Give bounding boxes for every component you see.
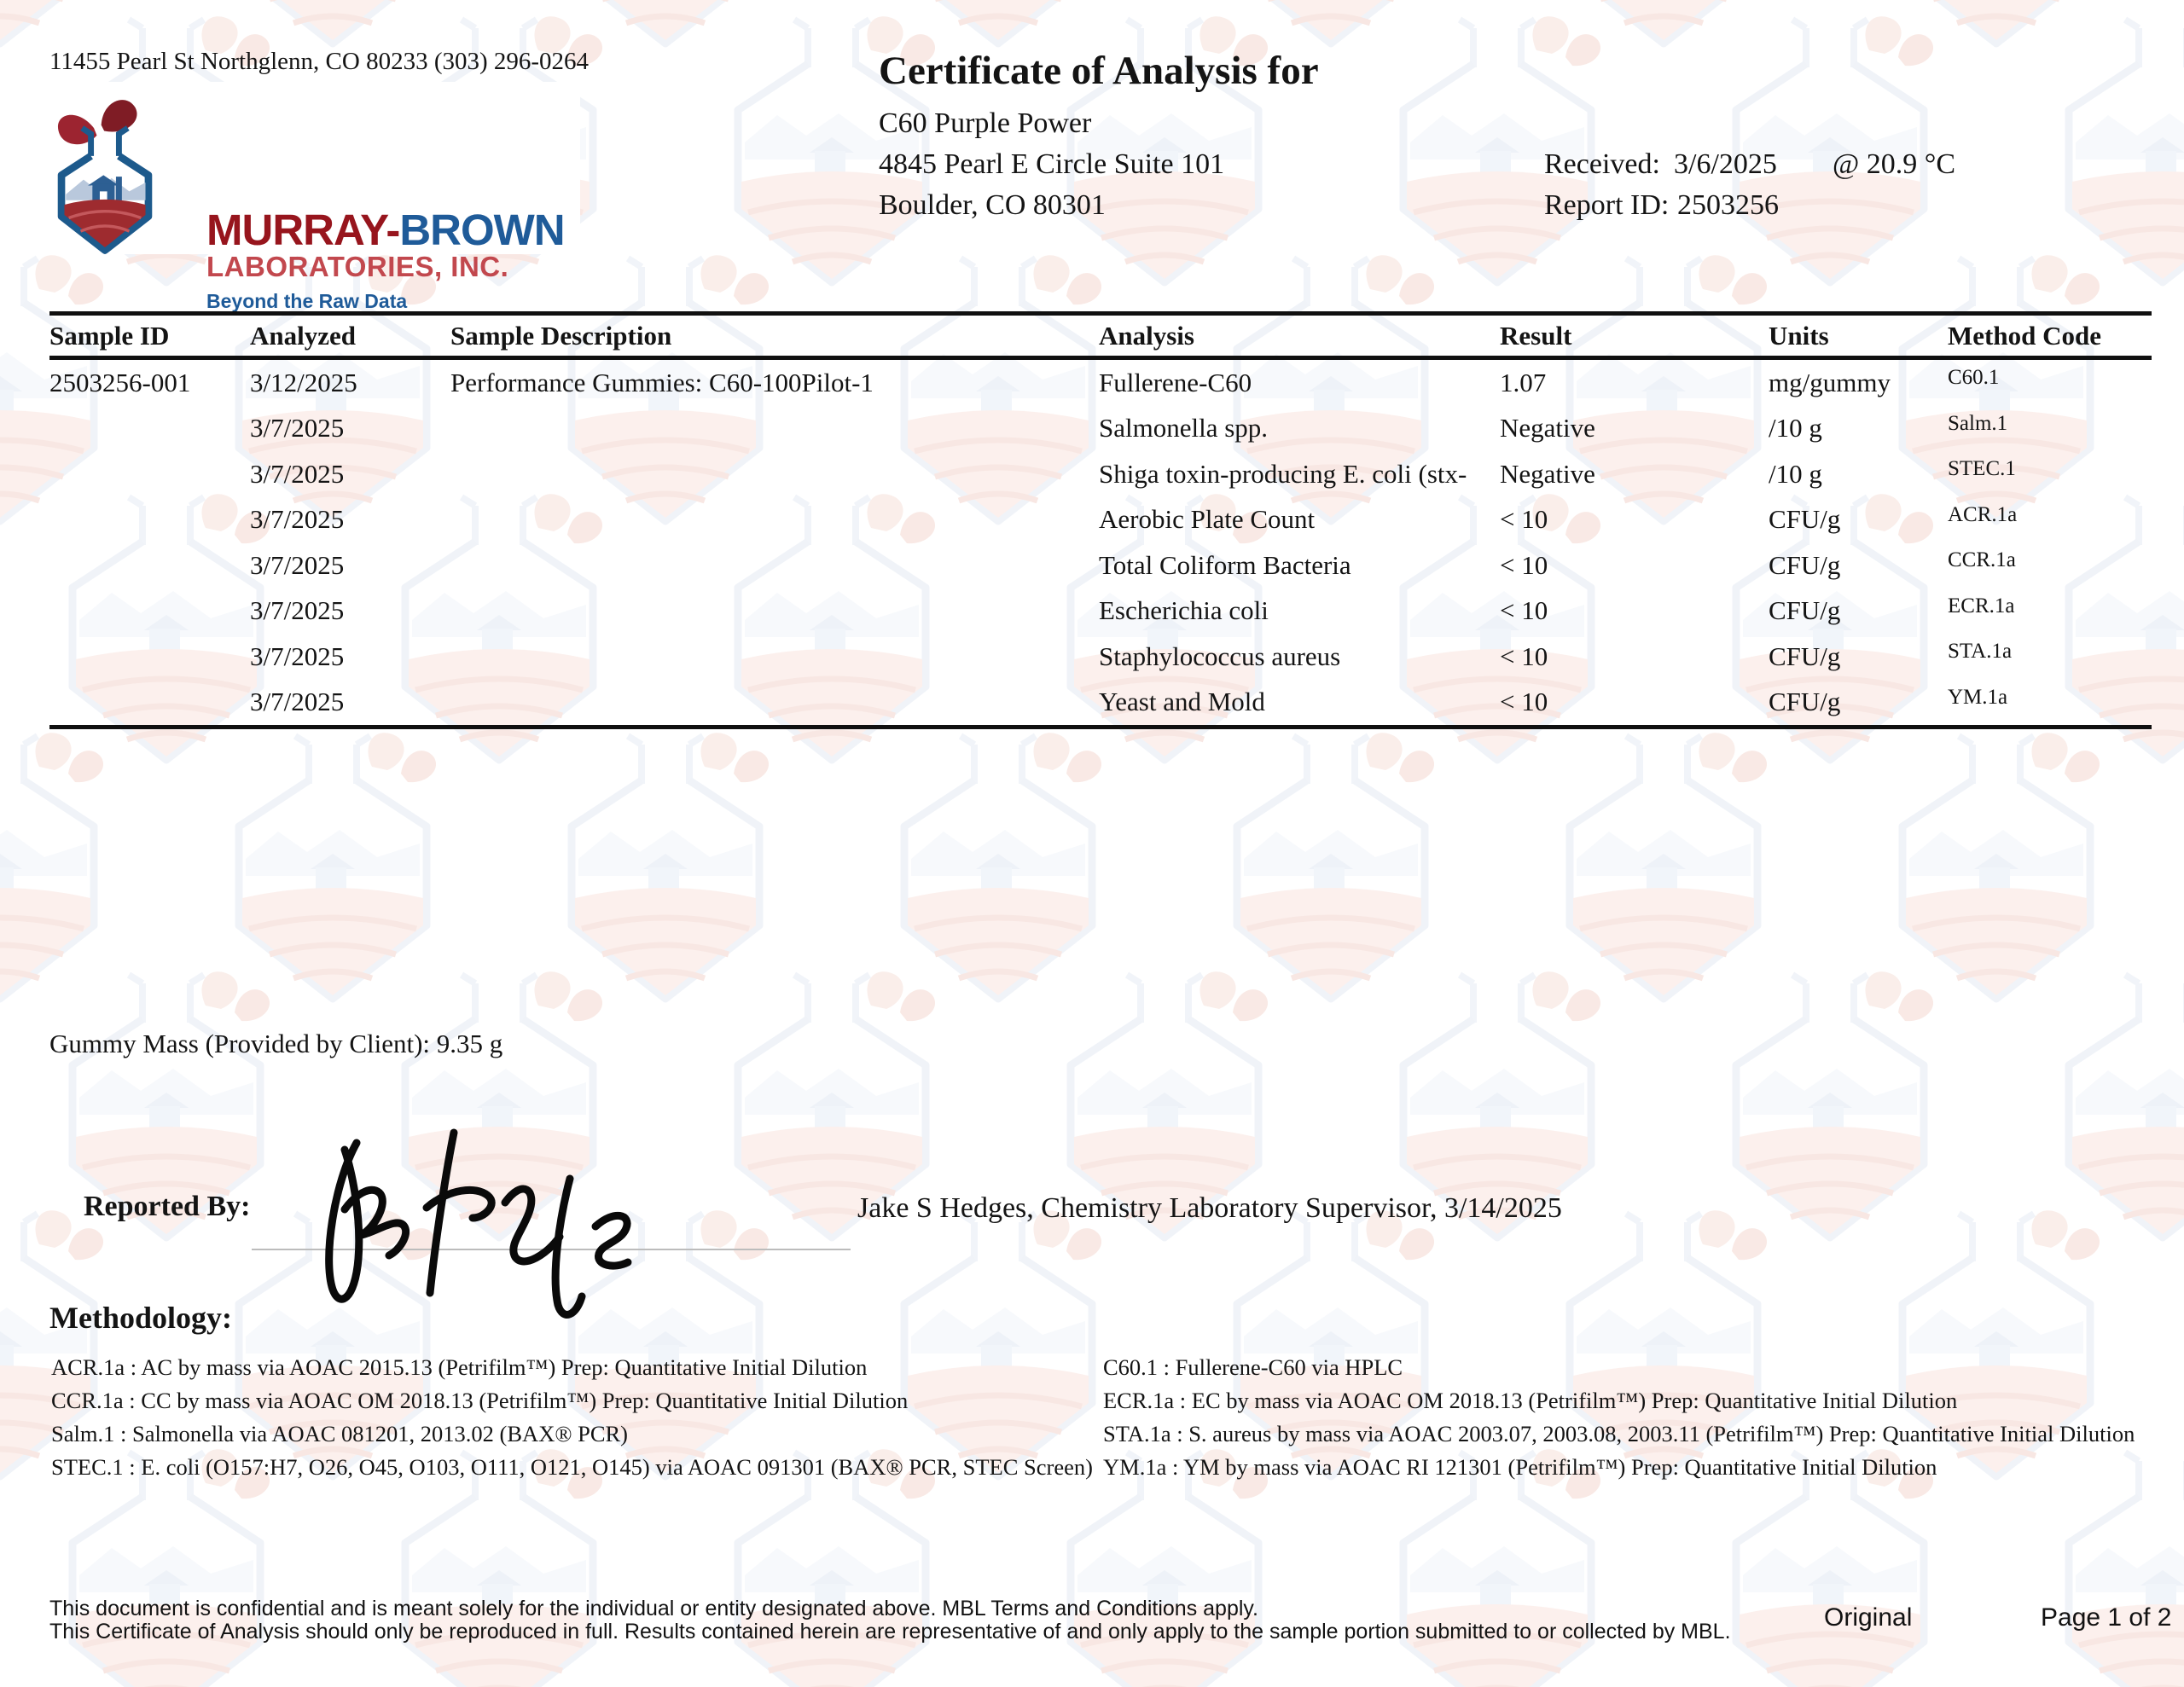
cell-analysis: Salmonella spp. [1099, 413, 1269, 443]
table-row [49, 542, 2152, 588]
cell-units: CFU/g [1769, 687, 1841, 717]
cell-units: /10 g [1769, 458, 1822, 489]
cell-units: CFU/g [1769, 549, 1841, 580]
cell-result: < 10 [1500, 549, 1548, 580]
methodology-item: YM.1a : YM by mass via AOAC RI 121301 (Petrifilm™) Prep: Quantitative Initial Dilution [1103, 1454, 1937, 1480]
cell-analyzed: 3/12/2025 [250, 367, 357, 397]
received-label: Received: [1544, 148, 1660, 180]
reported-by-label: Reported By: [84, 1191, 251, 1222]
methodology-title: Methodology: [49, 1301, 232, 1335]
cell-method-code: STEC.1 [1948, 457, 2016, 480]
confidentiality-note-line1: This document is confidential and is meant solely for the individual or entity designated above. MBL Terms and Conditions apply. [49, 1597, 1258, 1620]
lab-logo-name [206, 208, 565, 252]
table-row [49, 634, 2152, 680]
header-analyzed: Analyzed [250, 320, 356, 351]
table-row [49, 497, 2152, 543]
cell-analyzed: 3/7/2025 [250, 549, 345, 580]
cell-analysis: Fullerene-C60 [1099, 367, 1252, 397]
cell-result: < 10 [1500, 687, 1548, 717]
cell-analyzed: 3/7/2025 [250, 687, 345, 717]
table-row [49, 680, 2152, 726]
cell-analysis: Aerobic Plate Count [1099, 504, 1316, 535]
methodology-item: ECR.1a : EC by mass via AOAC OM 2018.13 (Petrifilm™) Prep: Quantitative Initial Dilution [1103, 1388, 1958, 1413]
methodology-right-column [1103, 1354, 2135, 1487]
cell-method-code: C60.1 [1948, 366, 2000, 389]
report-id-label: Report ID: [1544, 189, 1670, 221]
cell-units: mg/gummy [1769, 367, 1891, 397]
cell-units: CFU/g [1769, 595, 1841, 626]
cell-analyzed: 3/7/2025 [250, 504, 345, 535]
lab-logo-tagline: Beyond the Raw Data [206, 290, 408, 313]
table-row [49, 360, 2152, 406]
cell-result: < 10 [1500, 641, 1548, 671]
cell-result: < 10 [1500, 595, 1548, 626]
results-table-body [49, 360, 2152, 729]
cell-result: Negative [1500, 413, 1595, 443]
cell-analysis: Staphylococcus aureus [1099, 641, 1341, 671]
cell-sample-description: Performance Gummies: C60-100Pilot-1 [450, 367, 874, 397]
methodology-item: Salm.1 : Salmonella via AOAC 081201, 2013.02 (BAX® PCR) [51, 1421, 629, 1446]
lab-address: 11455 Pearl St Northglenn, CO 80233 (303) 296-0264 [49, 48, 590, 75]
cell-method-code: ECR.1a [1948, 594, 2015, 617]
cell-result: < 10 [1500, 504, 1548, 535]
header-method-code: Method Code [1948, 320, 2101, 351]
lab-logo-text [206, 208, 565, 313]
lab-logo-name-brown: BROWN [399, 206, 565, 254]
methodology-item: STEC.1 : E. coli (O157:H7, O26, O45, O103, O111, O121, O145) via AOAC 091301 (BAX® PCR, STEC Screen) [51, 1454, 1093, 1480]
cell-units: CFU/g [1769, 641, 1841, 671]
methodology-item: C60.1 : Fullerene-C60 via HPLC [1103, 1354, 1403, 1380]
received-temperature: @ 20.9 °C [1833, 148, 1956, 180]
cell-sample-id: 2503256-001 [49, 367, 191, 397]
cell-analyzed: 3/7/2025 [250, 641, 345, 671]
table-row [49, 588, 2152, 635]
lab-logo-flask-icon [49, 85, 161, 258]
received-date: 3/6/2025 [1674, 148, 1777, 180]
cell-analysis: Escherichia coli [1099, 595, 1269, 626]
cell-analysis: Total Coliform Bacteria [1099, 549, 1351, 580]
client-address-line2: Boulder, CO 80301 [879, 189, 1106, 221]
header-sample-description: Sample Description [450, 320, 672, 351]
lab-logo-name-murray: MURRAY- [206, 206, 400, 254]
header-analysis: Analysis [1099, 320, 1194, 351]
gummy-mass-note: Gummy Mass (Provided by Client): 9.35 g [49, 1029, 503, 1058]
methodology-item: STA.1a : S. aureus by mass via AOAC 2003.07, 2003.08, 2003.11 (Petrifilm™) Prep: Quantitative Initial Dilution [1103, 1421, 2135, 1446]
results-table [49, 311, 2152, 729]
cell-method-code: CCR.1a [1948, 548, 2016, 571]
client-address-line1: 4845 Pearl E Circle Suite 101 [879, 148, 1225, 180]
certificate-title: Certificate of Analysis for [879, 49, 1319, 93]
header-sample-id: Sample ID [49, 320, 170, 351]
cell-units: /10 g [1769, 413, 1822, 443]
signer-name-title-date: Jake S Hedges, Chemistry Laboratory Supervisor, 3/14/2025 [857, 1192, 1562, 1224]
lab-logo [43, 82, 580, 313]
page-number-label: Page 1 of 2 [2041, 1603, 2172, 1632]
table-row [49, 451, 2152, 497]
cell-analyzed: 3/7/2025 [250, 595, 345, 626]
cell-analyzed: 3/7/2025 [250, 413, 345, 443]
methodology-left-column [51, 1354, 1093, 1487]
cell-method-code: YM.1a [1948, 685, 2008, 709]
report-id-value: 2503256 [1677, 189, 1779, 221]
copy-type-label: Original [1824, 1603, 1913, 1632]
cell-units: CFU/g [1769, 504, 1841, 535]
header-result: Result [1500, 320, 1572, 351]
cell-method-code: Salm.1 [1948, 411, 2008, 435]
table-row [49, 406, 2152, 452]
cell-analysis: Yeast and Mold [1099, 687, 1265, 717]
signature-image [256, 1107, 665, 1329]
cell-analysis: Shiga toxin-producing E. coli (stx- [1099, 458, 1467, 489]
methodology-item: CCR.1a : CC by mass via AOAC OM 2018.13 (Petrifilm™) Prep: Quantitative Initial Dilution [51, 1388, 909, 1413]
cell-method-code: ACR.1a [1948, 502, 2018, 526]
header-units: Units [1769, 320, 1829, 351]
cell-result: Negative [1500, 458, 1595, 489]
methodology-item: ACR.1a : AC by mass via AOAC 2015.13 (Petrifilm™) Prep: Quantitative Initial Dilution [51, 1354, 868, 1380]
cell-analyzed: 3/7/2025 [250, 458, 345, 489]
lab-logo-subtitle: LABORATORIES, INC. [206, 251, 509, 282]
confidentiality-note-line2: This Certificate of Analysis should only be reproduced in full. Results contained herein are representative of and only apply to the sample portion submitted to or collected by MBL. [49, 1620, 1731, 1644]
cell-result: 1.07 [1500, 367, 1547, 397]
client-name: C60 Purple Power [879, 107, 1092, 139]
cell-method-code: STA.1a [1948, 640, 2013, 663]
results-table-header [49, 311, 2152, 360]
